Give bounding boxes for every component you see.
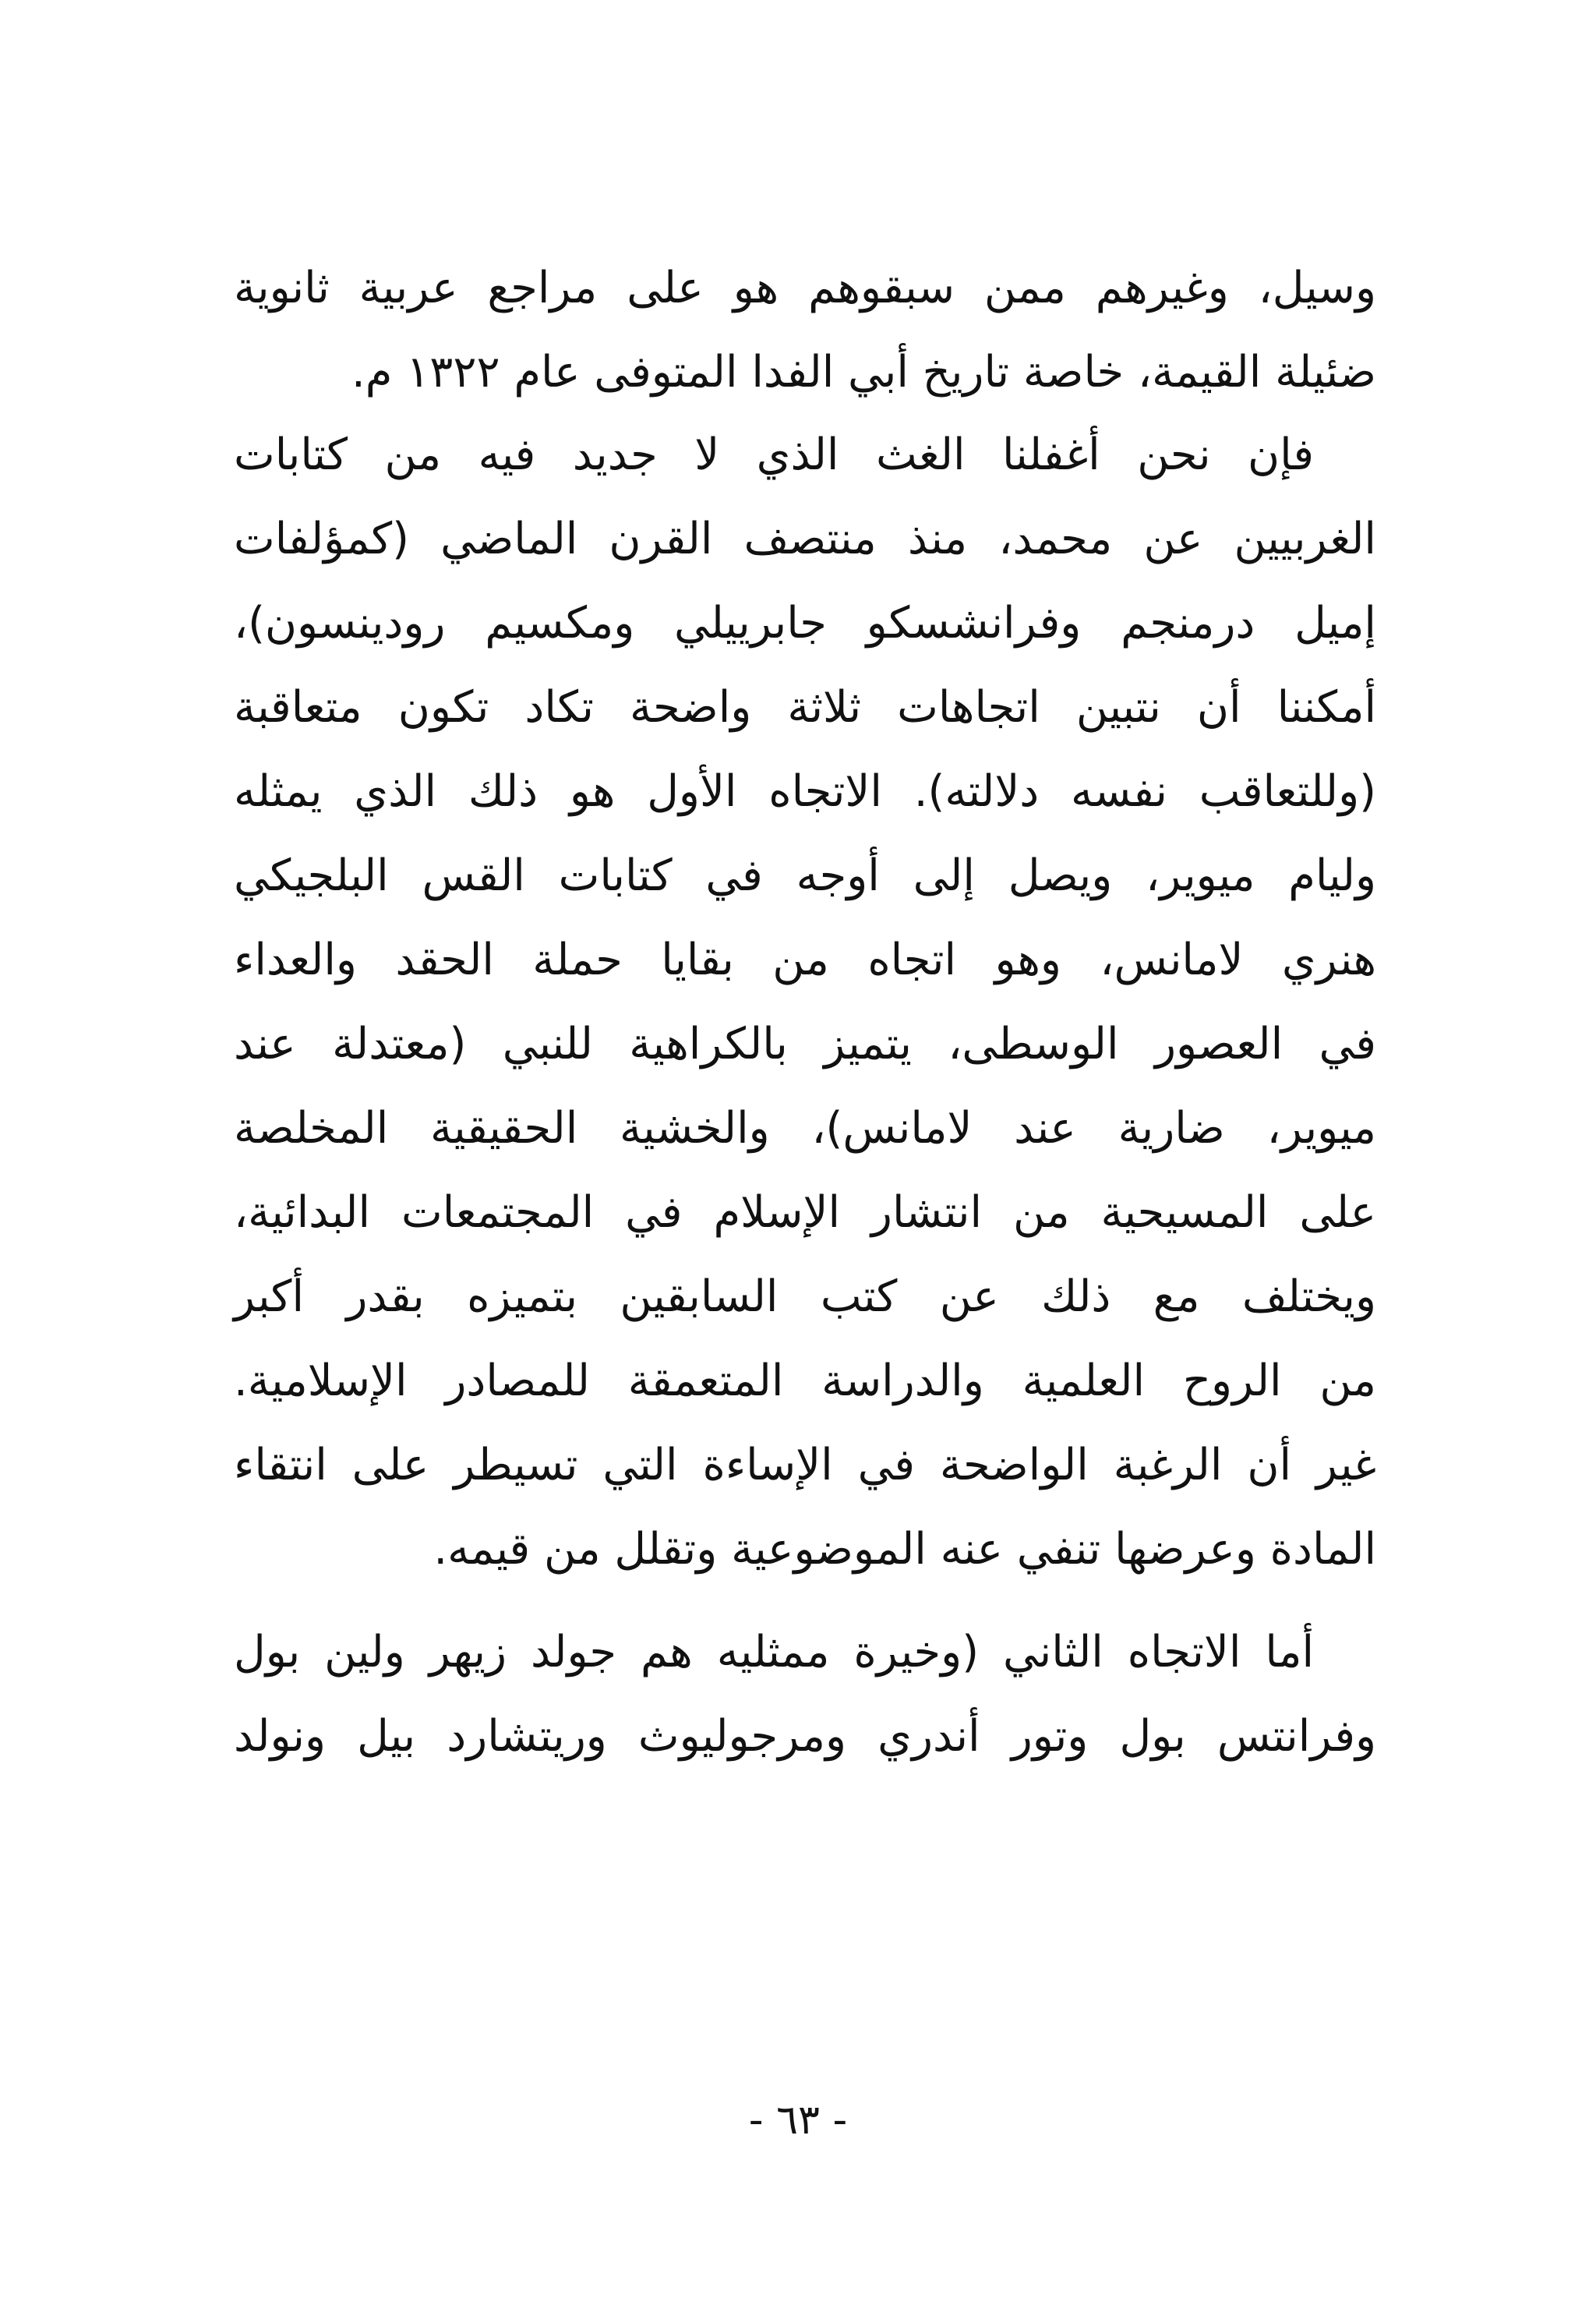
- text-line: أمكننا أن نتبين اتجاهات ثلاثة واضحة تكاد تكون متعاقبة: [234, 682, 1376, 733]
- text-line: غير أن الرغبة الواضحة في الإساءة التي تسيطر على انتقاء: [234, 1440, 1376, 1490]
- text-line: ضئيلة القيمة، خاصة تاريخ أبي الفدا المتوفى عام ١٣٢٢ م.: [351, 347, 1376, 398]
- text-line: على المسيحية من انتشار الإسلام في المجتمعات البدائية،: [234, 1187, 1376, 1238]
- text-line: فإن نحن أغفلنا الغث الذي لا جديد فيه من كتابات: [234, 430, 1314, 480]
- page-number: - ٦٣ -: [748, 2097, 848, 2144]
- paragraph-1: [234, 246, 1376, 415]
- paragraph-2: [234, 413, 1376, 1592]
- text-line: ويختلف مع ذلك عن كتب السابقين بتميزه بقدر أكبر: [234, 1271, 1376, 1322]
- paragraph-3: [234, 1610, 1376, 1779]
- text-line: في العصور الوسطى، يتميز بالكراهية للنبي (معتدلة عند: [234, 1019, 1376, 1069]
- text-line: المادة وعرضها تنفي عنه الموضوعية وتقلل من قيمه.: [433, 1524, 1376, 1575]
- text-line: من الروح العلمية والدراسة المتعمقة للمصادر الإسلامية.: [234, 1356, 1376, 1406]
- text-line: وفرانتس بول وتور أندري ومرجوليوث وريتشارد بيل ونولد: [234, 1711, 1376, 1762]
- text-line: (وللتعاقب نفسه دلالته). الاتجاه الأول هو ذلك الذي يمثله: [234, 766, 1376, 817]
- text-line: هنري لامانس، وهو اتجاه من بقايا حملة الحقد والعداء: [234, 935, 1376, 985]
- text-line: الغربيين عن محمد، منذ منتصف القرن الماضي (كمؤلفات: [234, 514, 1376, 564]
- text-line: ميوير، ضارية عند لامانس)، والخشية الحقيقية المخلصة: [234, 1103, 1376, 1154]
- text-line: إميل درمنجم وفرانشسكو جابرييلي ومكسيم رودينسون)،: [234, 598, 1376, 649]
- text-line: أما الاتجاه الثاني (وخيرة ممثليه هم جولد زيهر ولين بول: [234, 1627, 1314, 1677]
- text-line: وليام ميوير، ويصل إلى أوجه في كتابات القس البلجيكي: [234, 850, 1376, 901]
- text-line: وسيل، وغيرهم ممن سبقوهم هو على مراجع عربية ثانوية: [234, 263, 1376, 313]
